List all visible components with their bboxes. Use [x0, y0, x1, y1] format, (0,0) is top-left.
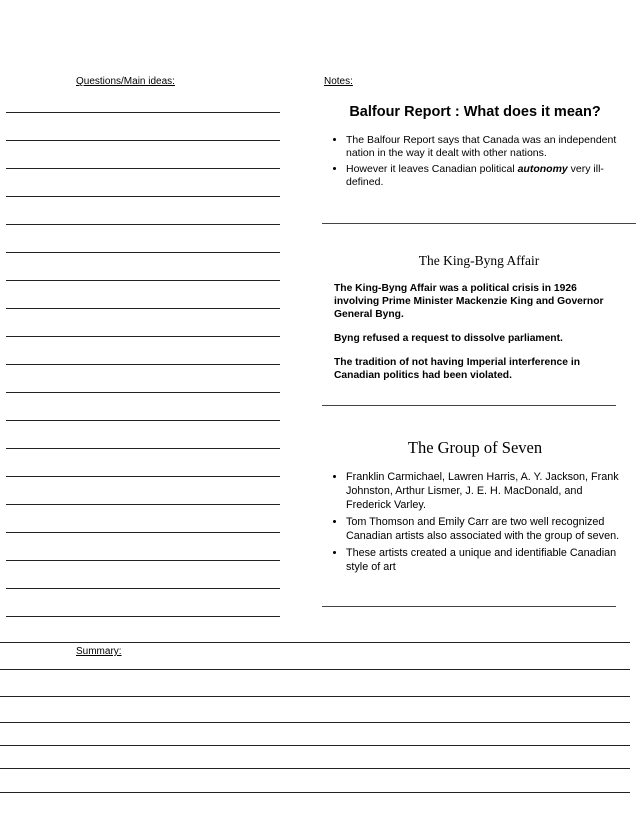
question-line	[6, 420, 280, 421]
question-line	[6, 112, 280, 113]
question-line	[6, 392, 280, 393]
question-line	[6, 280, 280, 281]
summary-line	[0, 669, 630, 670]
summary-line	[0, 722, 630, 723]
question-line	[6, 336, 280, 337]
notes-header: Notes:	[324, 76, 353, 87]
summary-line	[0, 768, 630, 769]
king-byng-paragraph: Byng refused a request to dissolve parliament.	[334, 333, 563, 344]
question-line	[6, 616, 280, 617]
autonomy-term: autonomy	[517, 163, 568, 175]
question-line	[6, 588, 280, 589]
summary-top-line	[0, 642, 630, 643]
balfour-bullet: • The Balfour Report says that Canada was an independent nation in the way it dealt with other nations.	[346, 134, 620, 160]
slide-divider	[322, 223, 636, 224]
question-line	[6, 224, 280, 225]
question-line	[6, 504, 280, 505]
balfour-bullet-text: However it leaves Canadian political	[346, 163, 518, 175]
summary-line	[0, 696, 630, 697]
question-line	[6, 308, 280, 309]
king-byng-title: The King-Byng Affair	[418, 253, 540, 268]
king-byng-paragraph: The King-Byng Affair was a political crisis in 1926 involving Prime Minister Mackenzie King and Governor General Byng.	[334, 283, 604, 320]
group-of-seven-bullets	[330, 470, 620, 574]
king-byng-paragraph: The tradition of not having Imperial interference in Canadian politics had been violated.	[334, 357, 581, 381]
balfour-bullets	[330, 134, 620, 189]
question-line	[6, 168, 280, 169]
slide-divider	[322, 405, 616, 406]
group-of-seven-bullet: • These artists created a unique and identifiable Canadian style of art	[346, 546, 620, 574]
slide-divider	[322, 606, 616, 607]
summary-line	[0, 792, 630, 793]
king-byng-slide	[334, 253, 624, 393]
question-line	[6, 196, 280, 197]
question-line	[6, 448, 280, 449]
summary-line	[0, 745, 630, 746]
balfour-slide	[330, 104, 620, 192]
king-byng-text	[334, 282, 624, 382]
group-of-seven-slide	[330, 438, 620, 577]
balfour-bullet-text: very ill-defined.	[346, 163, 604, 188]
group-of-seven-bullet: • Tom Thomson and Emily Carr are two well recognized Canadian artists also associated with the group of seven.	[346, 515, 620, 543]
balfour-bullet	[346, 163, 620, 189]
question-line	[6, 252, 280, 253]
question-line	[6, 364, 280, 365]
question-line	[6, 560, 280, 561]
question-line	[6, 532, 280, 533]
group-of-seven-title: The Group of Seven	[407, 438, 543, 457]
question-line	[6, 476, 280, 477]
question-line	[6, 140, 280, 141]
questions-header: Questions/Main ideas:	[76, 76, 175, 87]
balfour-title: Balfour Report : What does it mean?	[349, 104, 601, 120]
summary-header: Summary:	[76, 646, 122, 657]
group-of-seven-bullet: • Franklin Carmichael, Lawren Harris, A. Y. Jackson, Frank Johnston, Arthur Lismer, J. E. H. MacDonald, and Frederick Varley.	[346, 470, 620, 512]
